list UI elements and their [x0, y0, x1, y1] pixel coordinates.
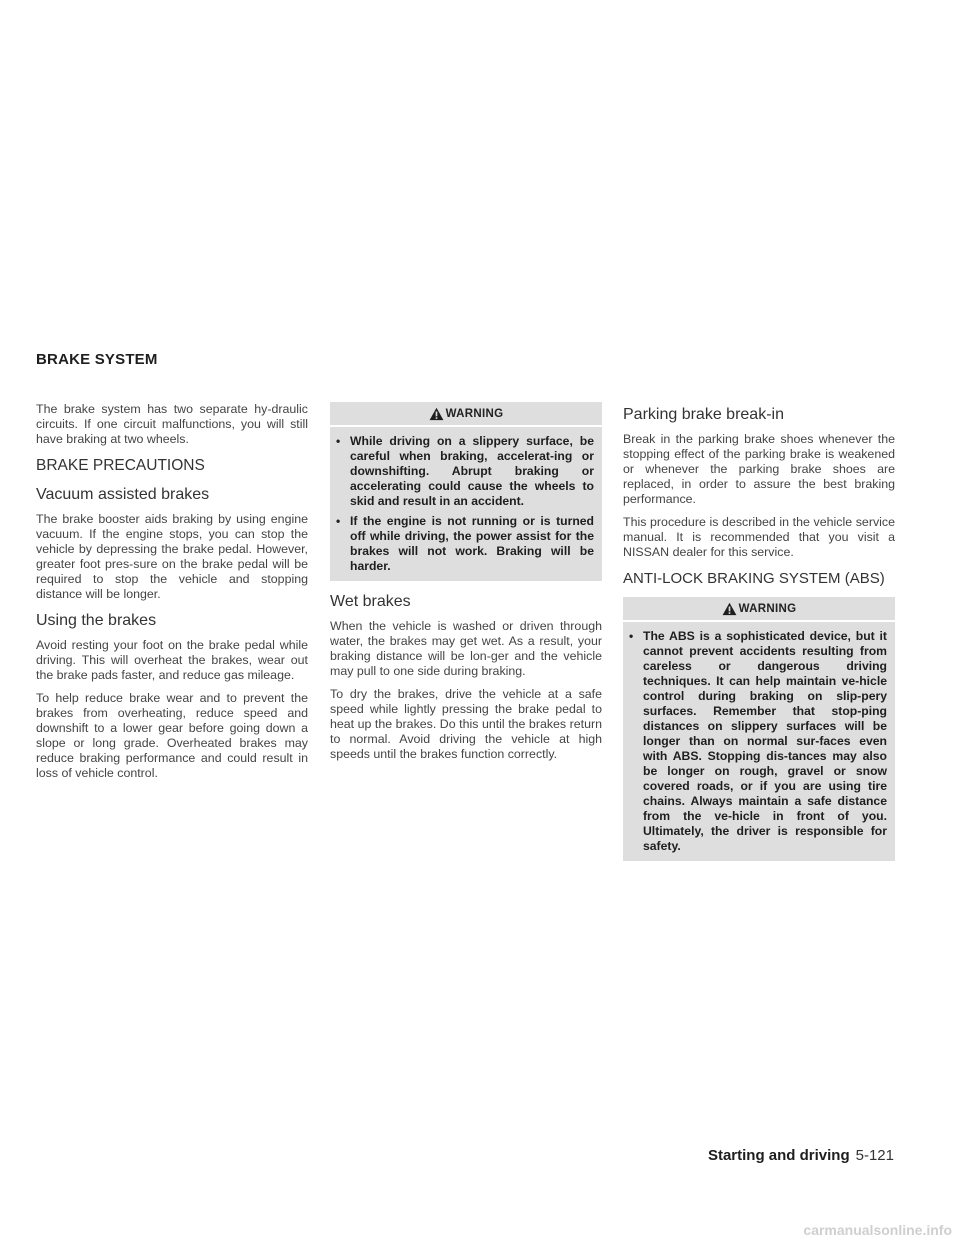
parking-brake-paragraph-2: This procedure is described in the vehicle service manual. It is recommended that you visit a NISSAN dealer for this service.: [623, 515, 895, 559]
watermark: carmanualsonline.info: [803, 1222, 952, 1238]
page-number: 5-121: [855, 1147, 894, 1164]
column-2: [330, 402, 602, 770]
bullet-dot-icon: •: [629, 629, 634, 643]
section-title: BRAKE SYSTEM: [36, 351, 158, 368]
warning-triangle-icon: [722, 602, 737, 616]
wet-brakes-paragraph-1: When the vehicle is washed or driven through water, the brakes may get wet. As a result, your braking distance will be lon-ger and the vehicle may pull to one side during braking.: [330, 619, 602, 678]
page-footer: [708, 1147, 894, 1164]
wet-brakes-paragraph-2: To dry the brakes, drive the vehicle at a safe speed while lightly pressing the brake pedal to heat up the brakes. Do this until the brakes return to normal. Avoid driving the vehicle at high speeds until the brakes function correctly.: [330, 687, 602, 761]
warning-box-braking: [330, 402, 602, 581]
list-item: [336, 514, 594, 574]
warning-body: [623, 622, 895, 861]
warning-item-text: The ABS is a sophisticated device, but it cannot prevent accidents resulting from careless or dangerous driving techniques. It can help maintain ve-hicle control during braking on slip-pery surfaces. Remember that stop-ping distances on slippery surfaces will be longer than on normal sur-faces even with ABS. Stopping dis-tances may also be longer on rough, gravel or snow covered roads, or if you are using tire chains. Always maintain a safe distance from the ve-hicle in front of you. Ultimately, the driver is responsible for safety.: [643, 629, 887, 853]
warning-box-abs: [623, 597, 895, 861]
warning-triangle-icon: [429, 407, 444, 421]
list-item: [336, 434, 594, 509]
column-1: [36, 402, 308, 789]
using-the-brakes-paragraph-2: To help reduce brake wear and to prevent the brakes from overheating, reduce speed and downshift to a lower gear before going down a slope or long grade. Overheated brakes may reduce braking performance and could result in loss of vehicle control.: [36, 691, 308, 780]
bullet-dot-icon: •: [336, 434, 341, 448]
using-the-brakes-paragraph-1: Avoid resting your foot on the brake pedal while driving. This will overheat the brakes, wear out the brake pads faster, and reduce gas mileage.: [36, 638, 308, 682]
chapter-title: Starting and driving: [707, 1147, 850, 1164]
warning-label: WARNING: [738, 602, 797, 615]
bullet-dot-icon: •: [336, 514, 341, 528]
warning-label: WARNING: [445, 407, 504, 420]
parking-brake-paragraph-1: Break in the parking brake shoes whenever the stopping effect of the parking brake is weakened or whenever the parking brake shoes are replaced, in order to assure the best braking performance.: [623, 432, 895, 506]
vacuum-assisted-brakes-paragraph: The brake booster aids braking by using engine vacuum. If the engine stops, you can stop the vehicle by depressing the brake pedal. However, greater foot pres-sure on the brake pedal will be required to stop the vehicle and stopping distance will be longer.: [36, 512, 308, 601]
warning-body: [330, 427, 602, 581]
using-the-brakes-heading: Using the brakes: [36, 612, 157, 629]
vacuum-assisted-brakes-heading: Vacuum assisted brakes: [36, 486, 210, 503]
intro-paragraph: The brake system has two separate hy-draulic circuits. If one circuit malfunctions, you will still have braking at two wheels.: [36, 402, 308, 446]
warning-header: [330, 402, 602, 427]
column-3: [623, 402, 895, 871]
warning-item-text: If the engine is not running or is turned off while driving, the power assist for the brakes will not work. Braking will be harder.: [350, 514, 594, 573]
warning-header: [623, 597, 895, 622]
parking-brake-break-in-heading: Parking brake break-in: [623, 406, 784, 423]
wet-brakes-heading: Wet brakes: [330, 593, 411, 610]
brake-precautions-heading: BRAKE PRECAUTIONS: [36, 457, 205, 474]
warning-item-text: While driving on a slippery surface, be careful when braking, accelerat-ing or downshifting. Abrupt braking or accelerating could cause the wheels to skid and result in an accident.: [350, 434, 594, 508]
abs-heading: ANTI-LOCK BRAKING SYSTEM (ABS): [623, 570, 885, 587]
list-item: [629, 629, 887, 854]
